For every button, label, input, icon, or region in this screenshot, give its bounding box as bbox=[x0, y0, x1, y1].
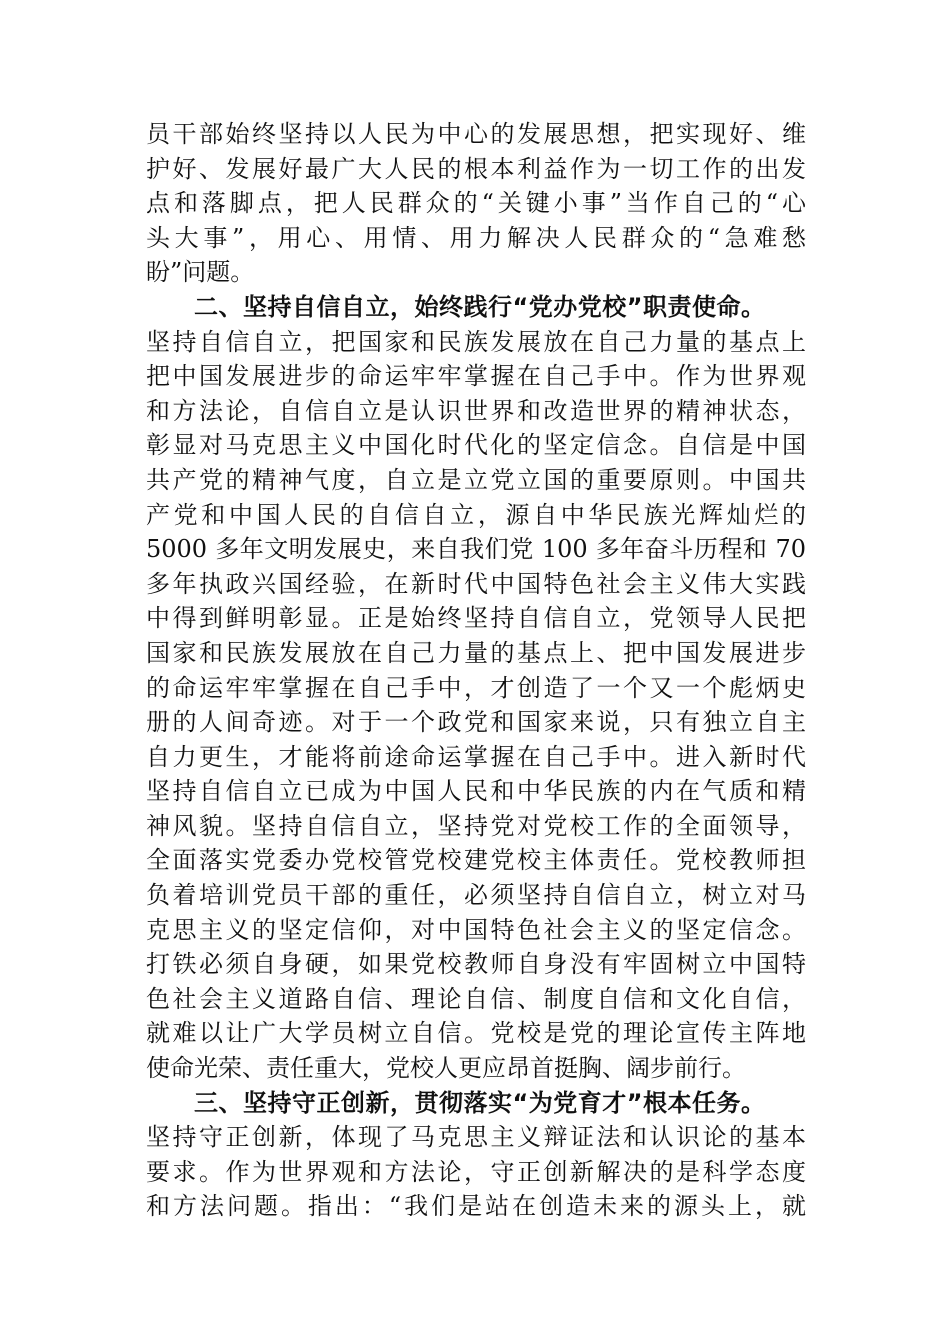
paragraph-3 bbox=[146, 1120, 806, 1224]
document-page bbox=[146, 117, 806, 1224]
text-line: 神风貌。坚持自信自立，坚持党对党校工作的全面领导， bbox=[146, 811, 806, 840]
text-line: 产党和中国人民的自信自立，源自中华民族光辉灿烂的 bbox=[146, 500, 806, 529]
section-heading-2: 二、坚持自信自立，始终践行“党办党校”职责使命。 bbox=[194, 292, 766, 321]
paragraph-1 bbox=[146, 117, 806, 290]
text-line: 头大事”，用心、用情、用力解决人民群众的“急难愁 bbox=[146, 223, 806, 252]
text-line: 国家和民族发展放在自己力量的基点上、把中国发展进步 bbox=[146, 638, 806, 667]
text-line: 负着培训党员干部的重任，必须坚持自信自立，树立对马 bbox=[146, 881, 806, 910]
text-line: 盼”问题。 bbox=[146, 258, 255, 287]
text-line: 和方法论，自信自立是认识世界和改造世界的精神状态， bbox=[146, 396, 806, 425]
text-line: 要求。作为世界观和方法论，守正创新解决的是科学态度 bbox=[146, 1157, 806, 1186]
paragraph-2 bbox=[146, 325, 806, 1086]
text-line: 自力更生，才能将前途命运掌握在自己手中。进入新时代 bbox=[146, 742, 806, 771]
text-line: 点和落脚点，把人民群众的“关键小事”当作自己的“心 bbox=[146, 189, 806, 218]
text-line: 共产党的精神气度，自立是立党立国的重要原则。中国共 bbox=[146, 465, 806, 494]
text-line: 色社会主义道路自信、理论自信、制度自信和文化自信， bbox=[146, 984, 806, 1013]
text-line: 多年执政兴国经验，在新时代中国特色社会主义伟大实践 bbox=[146, 569, 806, 598]
section-heading-3: 三、坚持守正创新，贯彻落实“为党育才”根本任务。 bbox=[194, 1088, 766, 1117]
text-line: 和方法问题。指出：“我们是站在创造未来的源头上，就 bbox=[146, 1192, 806, 1221]
text-line: 坚持自信自立，把国家和民族发展放在自己力量的基点上 bbox=[146, 327, 806, 356]
text-line: 全面落实党委办党校管党校建党校主体责任。党校教师担 bbox=[146, 846, 806, 875]
text-line: 坚持自信自立已成为中国人民和中华民族的内在气质和精 bbox=[146, 777, 806, 806]
text-line: 坚持守正创新，体现了马克思主义辩证法和认识论的基本 bbox=[146, 1123, 806, 1152]
text-line: 就难以让广大学员树立自信。党校是党的理论宣传主阵地 bbox=[146, 1019, 806, 1048]
text-line: 彰显对马克思主义中国化时代化的坚定信念。自信是中国 bbox=[146, 431, 806, 460]
text-line: 使命光荣、责任重大，党校人更应昂首挺胸、阔步前行。 bbox=[146, 1054, 746, 1083]
text-line: 中得到鲜明彰显。正是始终坚持自信自立，党领导人民把 bbox=[146, 604, 806, 633]
text-line: 打铁必须自身硬，如果党校教师自身没有牢固树立中国特 bbox=[146, 950, 806, 979]
text-line: 的命运牢牢掌握在自己手中，才创造了一个又一个彪炳史 bbox=[146, 673, 806, 702]
text-line: 员干部始终坚持以人民为中心的发展思想，把实现好、维 bbox=[146, 120, 806, 148]
text-line: 5000 多年文明发展史，来自我们党 100 多年奋斗历程和 70 bbox=[146, 535, 806, 564]
text-line: 护好、发展好最广大人民的根本利益作为一切工作的出发 bbox=[146, 154, 806, 183]
text-line: 册的人间奇迹。对于一个政党和国家来说，只有独立自主 bbox=[146, 708, 806, 737]
text-line: 把中国发展进步的命运牢牢掌握在自己手中。作为世界观 bbox=[146, 362, 806, 391]
text-line: 克思主义的坚定信仰，对中国特色社会主义的坚定信念。 bbox=[146, 915, 806, 944]
